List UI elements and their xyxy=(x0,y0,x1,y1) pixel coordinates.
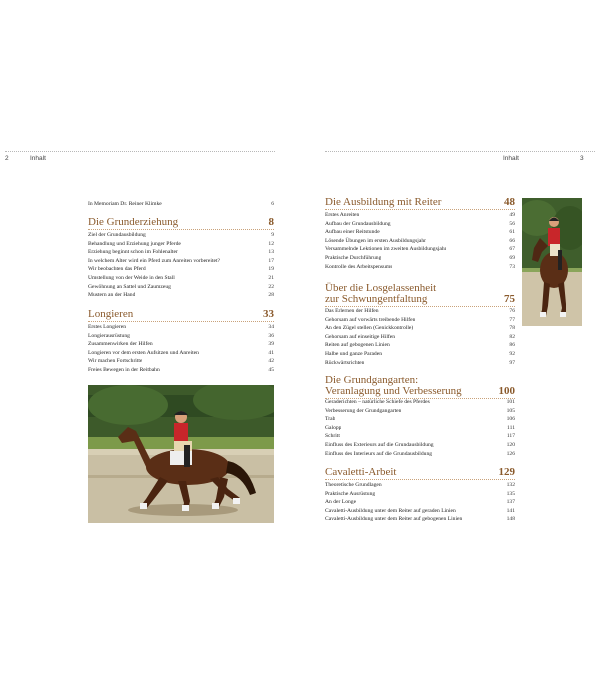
toc-entry-page: 49 xyxy=(509,212,515,218)
toc-entry[interactable] xyxy=(88,200,274,209)
toc-entry-title: Gehorsam auf vorwärts treibende Hilfen xyxy=(325,316,416,323)
toc-entry-page: 28 xyxy=(268,292,274,299)
toc-entry-title: An den Zügel stellen (Genickkontrolle) xyxy=(325,325,414,332)
toc-entry-title: In Memoriam Dr. Reiner Klimke xyxy=(88,201,162,207)
toc-entry[interactable] xyxy=(88,357,274,366)
toc-entry-page: 101 xyxy=(506,399,515,405)
section-title-line[interactable]: Die Grundgangarten: xyxy=(325,374,419,386)
toc-entry-title: Freies Bewegen in der Reitbahn xyxy=(88,367,160,373)
toc-entry-page: 34 xyxy=(268,324,274,330)
section-rule xyxy=(88,229,274,230)
toc-entry-title: Praktische Durchführung xyxy=(325,255,382,261)
toc-entry-title: Geraderichten – natürliche Schiefe des Pferdes xyxy=(325,399,430,405)
toc-entry-title: Verbesserung der Grundgangarten xyxy=(325,407,402,414)
toc-entry-title: Einfluss des Interieurs auf die Grundausbildung xyxy=(325,450,433,457)
section-page: 100 xyxy=(498,385,515,397)
toc-entry-page: 69 xyxy=(509,255,515,261)
toc-entry[interactable] xyxy=(325,407,515,416)
toc-entry-title: Reiten auf gebogenen Linien xyxy=(325,342,390,349)
toc-entry-title: Behandlung und Erziehung junger Pferde xyxy=(88,240,181,247)
toc-entry-page: 117 xyxy=(506,433,515,440)
toc-entry[interactable] xyxy=(88,274,274,283)
toc-entry-title: Erziehung beginnt schon im Fohlenalter xyxy=(88,249,178,256)
toc-entry[interactable] xyxy=(88,240,274,249)
horse-trot-illustration xyxy=(88,385,274,523)
toc-entry[interactable] xyxy=(325,263,515,272)
rider-portrait-photo xyxy=(522,198,582,326)
toc-entry-page: 120 xyxy=(506,442,515,448)
header-rule xyxy=(325,151,595,152)
toc-entry[interactable] xyxy=(88,323,274,332)
section-title-line[interactable]: Über die Losgelassenheit xyxy=(325,282,437,294)
toc-entry-page: 82 xyxy=(509,333,515,340)
toc-entry-page: 12 xyxy=(268,240,274,247)
toc-entry[interactable] xyxy=(325,237,515,246)
toc-entry-title: Ziel der Grundausbildung xyxy=(88,232,146,238)
toc-entry-title: Das Erlernen der Hilfen xyxy=(325,308,379,314)
toc-entry-page: 22 xyxy=(268,283,274,290)
toc-entry-page: 135 xyxy=(506,490,515,497)
toc-entry-page: 6 xyxy=(271,201,274,207)
toc-entry-page: 9 xyxy=(271,232,274,238)
toc-entry-page: 76 xyxy=(509,308,515,314)
toc-entry-title: Mustern an der Hand xyxy=(88,292,136,299)
toc-entry-page: 39 xyxy=(268,341,274,348)
toc-entry-title: An der Longe xyxy=(325,499,357,506)
toc-entry-page: 126 xyxy=(506,450,515,457)
toc-entry[interactable] xyxy=(325,307,515,316)
toc-entry-page: 73 xyxy=(509,263,515,270)
toc-entry[interactable] xyxy=(88,332,274,341)
running-header: Inhalt xyxy=(503,155,519,162)
toc-entry-page: 78 xyxy=(509,325,515,332)
section-rule xyxy=(325,479,515,480)
toc-entry-page: 148 xyxy=(506,516,515,523)
section-page: 48 xyxy=(504,196,515,208)
section-title-line[interactable]: Veranlagung und Verbesserung xyxy=(325,385,462,397)
section-title[interactable]: Longieren xyxy=(88,308,134,320)
section-title[interactable]: Die Grunderziehung xyxy=(88,216,179,228)
toc-entry[interactable] xyxy=(88,231,274,240)
toc-entry-title: Wir beobachten das Pferd xyxy=(88,266,146,273)
toc-entry-title: Einfluss des Exterieurs auf die Grundausbildung xyxy=(325,442,434,448)
toc-entry-title: Praktische Ausrüstung xyxy=(325,490,376,497)
toc-entry[interactable] xyxy=(325,316,515,325)
toc-entry[interactable] xyxy=(325,211,515,220)
toc-entry-title: Aufbau der Grundausbildung xyxy=(325,220,391,227)
toc-entry[interactable] xyxy=(325,498,515,507)
running-header: Inhalt xyxy=(30,155,46,162)
toc-entry-page: 41 xyxy=(268,349,274,356)
toc-entry-page: 141 xyxy=(506,507,515,514)
toc-entry-title: Longierausrüstung xyxy=(88,332,130,339)
toc-entry-page: 61 xyxy=(509,229,515,236)
toc-entry-title: Erstes Anreiten xyxy=(325,212,360,218)
toc-entry[interactable] xyxy=(325,220,515,229)
page-number: 2 xyxy=(5,155,9,162)
toc-entry[interactable] xyxy=(325,254,515,263)
toc-entry[interactable] xyxy=(325,398,515,407)
rider-portrait-illustration xyxy=(522,198,582,326)
right-page xyxy=(300,0,600,700)
toc-entry-title: Erstes Longieren xyxy=(88,324,127,330)
toc-entry-page: 67 xyxy=(509,246,515,253)
toc-entry-title: Halbe und ganze Paraden xyxy=(325,351,382,357)
toc-entry-title: Gehorsam auf einseitige Hilfen xyxy=(325,333,396,340)
toc-entry-title: Gewöhnung an Sattel und Zaumzeug xyxy=(88,283,171,290)
toc-entry[interactable] xyxy=(325,481,515,490)
toc-entry-title: Schritt xyxy=(325,433,340,440)
toc-entry[interactable] xyxy=(325,450,515,459)
toc-entry[interactable] xyxy=(88,349,274,358)
section-page: 8 xyxy=(268,216,274,228)
toc-entry-page: 17 xyxy=(268,257,274,264)
toc-entry[interactable] xyxy=(88,340,274,349)
toc-entry-title: Galopp xyxy=(325,424,342,431)
toc-entry-title: Versammelnde Lektionen im zweiten Ausbildungsjahr xyxy=(325,246,447,253)
toc-entry-page: 66 xyxy=(509,237,515,244)
toc-entry-page: 42 xyxy=(268,358,274,365)
toc-entry[interactable] xyxy=(88,283,274,292)
toc-entry-page: 36 xyxy=(268,332,274,339)
toc-entry-page: 132 xyxy=(506,482,515,488)
toc-entry-page: 137 xyxy=(506,499,515,506)
page-number: 3 xyxy=(580,155,584,162)
toc-entry[interactable] xyxy=(325,507,515,516)
toc-entry[interactable] xyxy=(88,366,274,375)
toc-entry[interactable] xyxy=(325,324,515,333)
toc-entry[interactable] xyxy=(325,333,515,342)
toc-entry-title: Rückwärtsrichten xyxy=(325,359,365,366)
horse-trot-photo xyxy=(88,385,274,523)
toc-entry[interactable] xyxy=(88,248,274,257)
section-title[interactable]: Cavaletti-Arbeit xyxy=(325,466,397,478)
toc-entry-page: 21 xyxy=(268,275,274,281)
toc-entry-title: Trab xyxy=(325,416,336,423)
toc-entry-page: 106 xyxy=(506,416,515,423)
toc-entry[interactable] xyxy=(325,415,515,424)
toc-entry-page: 19 xyxy=(268,266,274,273)
toc-entry-title: Aufbau einer Reitstunde xyxy=(325,229,380,236)
header-rule xyxy=(5,151,275,152)
toc-entry-title: Longieren vor dem ersten Aufsitzen und Anreiten xyxy=(88,349,199,356)
toc-entry-title: Umstellung von der Weide in den Stall xyxy=(88,275,175,281)
section-page: 129 xyxy=(498,466,515,478)
toc-entry[interactable] xyxy=(325,432,515,441)
toc-entry-title: Cavaletti-Ausbildung unter dem Reiter auf gebogenen Linien xyxy=(325,516,463,523)
toc-entry-title: Cavaletti-Ausbildung unter dem Reiter auf geraden Linien xyxy=(325,507,456,514)
section-page: 75 xyxy=(504,293,515,305)
toc-entry-page: 56 xyxy=(509,220,515,227)
toc-entry[interactable] xyxy=(325,490,515,499)
toc-entry-page: 45 xyxy=(268,367,274,373)
toc-entry-title: Kontrolle des Arbeitspensums xyxy=(325,263,393,270)
toc-entry-title: Zusammenwirken der Hilfen xyxy=(88,341,153,348)
toc-entry[interactable] xyxy=(325,359,515,368)
section-title[interactable]: Die Ausbildung mit Reiter xyxy=(325,196,442,208)
toc-entry-title: Lösende Übungen im ersten Ausbildungsjahr xyxy=(325,237,426,244)
toc-entry-page: 86 xyxy=(509,342,515,349)
section-rule xyxy=(325,209,515,210)
toc-entry[interactable] xyxy=(325,245,515,254)
toc-entry-page: 77 xyxy=(509,316,515,323)
toc-entry-title: Wir machen Fortschritte xyxy=(88,358,143,365)
toc-entry[interactable] xyxy=(88,265,274,274)
toc-entry-page: 105 xyxy=(506,407,515,414)
toc-entry-page: 111 xyxy=(507,424,515,431)
toc-entry-page: 92 xyxy=(509,351,515,357)
section-title-line[interactable]: zur Schwungentfaltung xyxy=(325,293,428,305)
toc-entry[interactable] xyxy=(325,350,515,359)
toc-entry[interactable] xyxy=(325,341,515,350)
toc-entry[interactable] xyxy=(88,291,274,300)
toc-entry[interactable] xyxy=(325,441,515,450)
toc-entry[interactable] xyxy=(325,424,515,433)
toc-entry-title: Theoretische Grundlagen xyxy=(325,482,382,488)
toc-entry[interactable] xyxy=(88,257,274,266)
toc-entry-page: 97 xyxy=(509,359,515,366)
section-page: 33 xyxy=(263,308,274,320)
toc-entry[interactable] xyxy=(325,228,515,237)
toc-entry-page: 13 xyxy=(268,249,274,256)
section-rule xyxy=(88,321,274,322)
toc-entry-title: In welchem Alter wird ein Pferd zum Anreiten vorbereitet? xyxy=(88,257,221,264)
toc-entry[interactable] xyxy=(325,515,515,524)
